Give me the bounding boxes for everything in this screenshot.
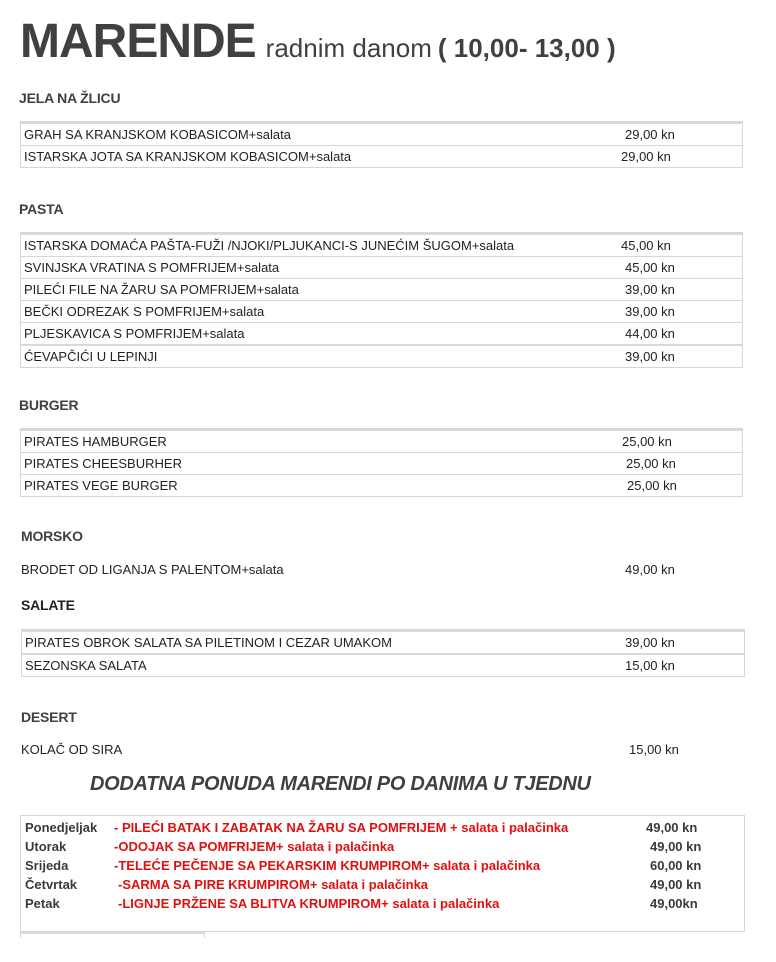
menu-item-name: BEČKI ODREZAK S POMFRIJEM+salata [24, 304, 265, 319]
dish-name: -ODOJAK SA POMFRIJEM+ [114, 839, 284, 854]
section-heading-desert: DESERT [21, 709, 77, 725]
menu-item [22, 630, 744, 653]
menu-item-name: BRODET OD LIGANJA S PALENTOM+salata [21, 562, 284, 577]
menu-item [21, 322, 742, 344]
menu-item [21, 278, 742, 300]
weekday-label: Četvrtak [25, 877, 78, 892]
menu-item-price: 15,00 kn [629, 742, 679, 757]
menu-item-price: 49,00 kn [625, 562, 675, 577]
menu-item-price: 44,00 kn [625, 326, 675, 341]
weekday-label: Srijeda [25, 858, 69, 873]
menu-item-name: PILEĆI FILE NA ŽARU SA POMFRIJEM+salata [24, 282, 299, 297]
menu-item-price: 25,00 kn [627, 478, 677, 493]
menu-item [21, 300, 742, 322]
weekly-special-price: 49,00 kn [646, 820, 698, 835]
weekly-special-dish [114, 818, 568, 837]
menu-item-price: 29,00 kn [621, 149, 671, 164]
section-heading-salate: SALATE [21, 597, 75, 613]
opening-hours: ( 10,00- 13,00 ) [437, 33, 616, 63]
menu-item [21, 122, 742, 145]
menu-item [21, 429, 742, 452]
menu-item-name: PIRATES VEGE BURGER [24, 478, 178, 493]
menu-item [21, 344, 742, 367]
menu-table-jela-na-zlicu [20, 121, 743, 168]
weekly-specials-title: DODATNA PONUDA MARENDI PO DANIMA U TJEDNU [90, 773, 591, 795]
dish-extras: salata i palačinka [457, 820, 569, 835]
menu-item-name: SVINJSKA VRATINA S POMFRIJEM+salata [24, 260, 280, 275]
menu-item [22, 653, 744, 676]
weekday-label: Utorak [25, 839, 67, 854]
weekday-label: Ponedjeljak [25, 820, 98, 835]
weekly-special-price: 49,00 kn [650, 839, 702, 854]
menu-item-name: ISTARSKA DOMAĆA PAŠTA-FUŽI /NJOKI/PLJUKANCI-S JUNEĆIM ŠUGOM+salata [24, 238, 515, 253]
menu-table-salate [21, 629, 745, 677]
menu-item-price: 39,00 kn [625, 304, 675, 319]
menu-item-price: 39,00 kn [625, 635, 675, 650]
menu-item-name: ĆEVAPČIĆI U LEPINJI [24, 349, 158, 364]
dish-name: - PILEĆI BATAK I ZABATAK NA ŽARU SA POMFRIJEM + [114, 820, 458, 835]
dish-name: -SARMA SA PIRE KRUMPIROM+ [118, 877, 318, 892]
section-heading-morsko: MORSKO [21, 528, 83, 544]
menu-item-price: 15,00 kn [625, 658, 675, 673]
weekly-special-dish [114, 837, 394, 856]
menu-item-name: PIRATES HAMBURGER [24, 434, 167, 449]
weekly-special-dish [118, 875, 428, 894]
menu-item [21, 474, 742, 496]
menu-item-price: 45,00 kn [621, 238, 671, 253]
menu-item [21, 233, 742, 256]
dish-name: -LIGNJE PRŽENE SA BLITVA KRUMPIROM+ [118, 896, 389, 911]
menu-item-name: GRAH SA KRANJSKOM KOBASICOM+salata [24, 127, 291, 142]
menu-item [21, 256, 742, 278]
weekly-specials-table [20, 815, 745, 932]
menu-item-price: 25,00 kn [622, 434, 672, 449]
dish-extras: salata i palačinka [317, 877, 429, 892]
dish-extras: salata i palačinka [283, 839, 395, 854]
menu-item-name: KOLAČ OD SIRA [21, 742, 123, 757]
page-title: MARENDE [20, 15, 256, 68]
menu-item-name: PIRATES CHEESBURHER [24, 456, 182, 471]
dish-extras: salata i palačinka [429, 858, 541, 873]
menu-item-name: PIRATES OBROK SALATA SA PILETINOM I CEZAR UMAKOM [25, 635, 392, 650]
weekly-special-dish [114, 856, 540, 875]
menu-item [21, 145, 742, 167]
weekly-special-price: 49,00kn [650, 896, 698, 911]
menu-table-burger [20, 428, 743, 497]
weekly-special-price: 60,00 kn [650, 858, 702, 873]
dish-extras: salata i palačinka [388, 896, 500, 911]
weekday-label: Petak [25, 896, 60, 911]
menu-item-price: 39,00 kn [625, 282, 675, 297]
menu-item-name: SEZONSKA SALATA [25, 658, 147, 673]
dish-name: -TELEĆE PEČENJE SA PEKARSKIM KRUMPIROM+ [114, 858, 430, 873]
weekly-special-price: 49,00 kn [650, 877, 702, 892]
menu-item-price: 39,00 kn [625, 349, 675, 364]
weekly-special-dish [118, 894, 499, 913]
menu-item-price: 45,00 kn [625, 260, 675, 275]
menu-item-name: PLJESKAVICA S POMFRIJEM+salata [24, 326, 245, 341]
page-subtitle: radnim danom [265, 33, 432, 63]
menu-item-price: 25,00 kn [626, 456, 676, 471]
section-heading-pasta: PASTA [19, 201, 64, 217]
section-heading-jela-na-zlicu: JELA NA ŽLICU [19, 90, 121, 106]
menu-item-name: ISTARSKA JOTA SA KRANJSKOM KOBASICOM+salata [24, 149, 352, 164]
section-heading-burger: BURGER [19, 397, 79, 413]
menu-item [21, 452, 742, 474]
table-stub-divider [20, 932, 205, 938]
menu-item-price: 29,00 kn [625, 127, 675, 142]
menu-table-pasta [20, 232, 743, 368]
page-header [20, 14, 616, 69]
